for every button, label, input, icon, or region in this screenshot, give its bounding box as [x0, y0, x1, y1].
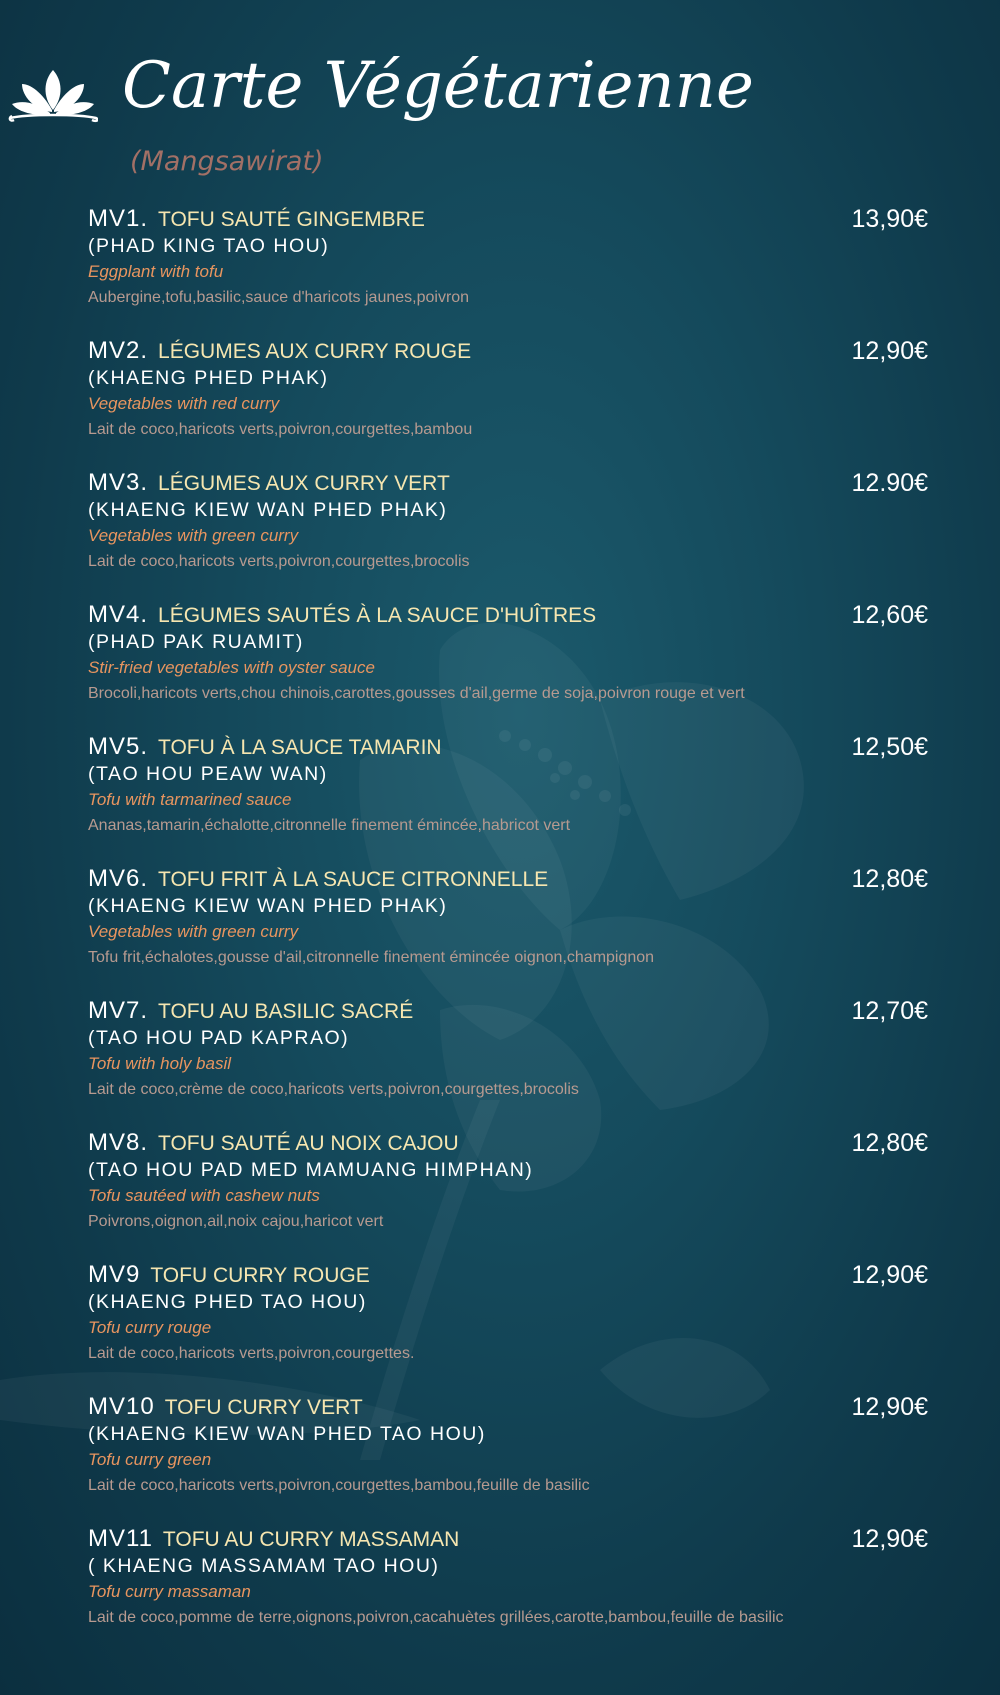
menu-item-thai-name: (PHAD PAK RUAMIT): [88, 631, 304, 653]
menu-header: [0, 0, 1000, 190]
menu-item-heading: [88, 730, 442, 764]
menu-item-price: 13,90€: [851, 205, 928, 233]
menu-item-name: TOFU CURRY VERT: [164, 1396, 363, 1419]
menu-item-code: MV1.: [88, 205, 149, 232]
menu-item: [88, 598, 928, 722]
menu-item-price: 12,70€: [851, 997, 928, 1025]
menu-item-thai-name: (KHAENG KIEW WAN PHED TAO HOU): [88, 1423, 486, 1445]
menu-item: [88, 1390, 928, 1514]
menu-item-code: MV4.: [88, 601, 149, 628]
menu-item-code: MV6.: [88, 865, 149, 892]
menu-item-english-name: Vegetables with green curry: [88, 526, 299, 545]
menu-item-heading: [88, 1258, 370, 1292]
menu-item-name: TOFU FRIT À LA SAUCE CITRONNELLE: [158, 868, 549, 891]
menu-item: [88, 1258, 928, 1382]
menu-item-heading: [88, 466, 450, 500]
menu-item-ingredients: Lait de coco,crème de coco,haricots verts,poivron,courgettes,brocolis: [88, 1081, 579, 1098]
menu-item-price: 12,50€: [851, 733, 928, 761]
menu-item: [88, 1126, 928, 1250]
menu-item-code: MV5.: [88, 733, 149, 760]
menu-item-ingredients: Poivrons,oignon,ail,noix cajou,haricot vert: [88, 1213, 384, 1230]
menu-item-english-name: Stir-fried vegetables with oyster sauce: [88, 658, 375, 677]
menu-item-ingredients: Lait de coco,haricots verts,poivron,courgettes,bambou,feuille de basilic: [88, 1477, 590, 1494]
menu-item-price: 12.90€: [851, 469, 928, 497]
menu-item-thai-name: (TAO HOU PAD KAPRAO): [88, 1027, 350, 1049]
menu-item-price: 12,90€: [851, 1393, 928, 1421]
menu-item: [88, 466, 928, 590]
menu-item-price: 12,90€: [851, 337, 928, 365]
menu-item: [88, 334, 928, 458]
menu-item-ingredients: Ananas,tamarin,échalotte,citronnelle finement émincée,habricot vert: [88, 817, 571, 834]
menu-item-english-name: Tofu curry green: [88, 1450, 212, 1469]
menu-item-english-name: Tofu curry rouge: [88, 1318, 212, 1337]
menu-item-price: 12,60€: [851, 601, 928, 629]
menu-item-english-name: Tofu curry massaman: [88, 1582, 251, 1601]
menu-item-thai-name: ( KHAENG MASSAMAM TAO HOU): [88, 1555, 440, 1577]
menu-item-code: MV8.: [88, 1129, 149, 1156]
menu-item-heading: [88, 598, 596, 632]
menu-item-ingredients: Lait de coco,haricots verts,poivron,courgettes.: [88, 1345, 415, 1362]
menu-item-english-name: Vegetables with red curry: [88, 394, 280, 413]
menu-item-price: 12,80€: [851, 1129, 928, 1157]
menu-item: [88, 862, 928, 986]
menu-item-heading: [88, 334, 471, 368]
menu-item-price: 12,80€: [851, 865, 928, 893]
menu-item-name: TOFU AU BASILIC SACRÉ: [158, 1000, 414, 1023]
menu-item-english-name: Tofu sautéed with cashew nuts: [88, 1186, 320, 1205]
menu-item-thai-name: (TAO HOU PEAW WAN): [88, 763, 328, 785]
menu-item-thai-name: (TAO HOU PAD MED MAMUANG HIMPHAN): [88, 1159, 534, 1181]
menu-item-english-name: Tofu with holy basil: [88, 1054, 232, 1073]
menu-item: [88, 202, 928, 326]
menu-item-code: MV10: [88, 1393, 155, 1420]
menu-item-heading: [88, 862, 548, 896]
menu-item-thai-name: (KHAENG PHED PHAK): [88, 367, 329, 389]
menu-item-ingredients: Tofu frit,échalotes,gousse d'ail,citronnelle finement émincée oignon,champignon: [88, 949, 655, 966]
menu-item: [88, 730, 928, 854]
page-subtitle: (Mangsawirat): [130, 146, 324, 177]
menu-item: [88, 994, 928, 1118]
menu-item-heading: [88, 202, 425, 236]
menu-item-code: MV9: [88, 1261, 141, 1288]
page-title: Carte Végétarienne: [122, 49, 754, 123]
menu-item-english-name: Eggplant with tofu: [88, 262, 224, 281]
menu-item-thai-name: (KHAENG PHED TAO HOU): [88, 1291, 367, 1313]
menu-item-heading: [88, 994, 413, 1028]
lotus-icon: [8, 66, 98, 126]
menu-item-name: TOFU SAUTÉ GINGEMBRE: [158, 208, 425, 231]
menu-item-thai-name: (PHAD KING TAO HOU): [88, 235, 330, 257]
menu-item-english-name: Vegetables with green curry: [88, 922, 299, 941]
menu-item-code: MV11: [88, 1525, 153, 1552]
menu-item-name: TOFU À LA SAUCE TAMARIN: [158, 736, 442, 759]
menu-item-code: MV3.: [88, 469, 149, 496]
menu-item-ingredients: Lait de coco,haricots verts,poivron,courgettes,brocolis: [88, 553, 470, 570]
menu-item-ingredients: Lait de coco,pomme de terre,oignons,poivron,cacahuètes grillées,carotte,bambou,feuille de basilic: [88, 1609, 784, 1626]
menu-item-ingredients: Brocoli,haricots verts,chou chinois,carottes,gousses d'ail,germe de soja,poivron rouge et vert: [88, 685, 745, 702]
menu-item-name: TOFU SAUTÉ AU NOIX CAJOU: [158, 1132, 459, 1155]
menu-item-price: 12,90€: [851, 1525, 928, 1553]
menu-item-name: LÉGUMES AUX CURRY VERT: [158, 472, 450, 495]
menu-item-ingredients: Lait de coco,haricots verts,poivron,courgettes,bambou: [88, 421, 473, 438]
menu-item-name: LÉGUMES SAUTÉS À LA SAUCE D'HUÎTRES: [158, 604, 597, 627]
menu-item-heading: [88, 1390, 363, 1424]
menu-item-price: 12,90€: [851, 1261, 928, 1289]
menu-item-name: TOFU AU CURRY MASSAMAN: [162, 1528, 460, 1551]
menu-item-name: TOFU CURRY ROUGE: [150, 1264, 370, 1287]
menu-item-heading: [88, 1522, 459, 1556]
menu-item: [88, 1522, 928, 1646]
menu-item-heading: [88, 1126, 459, 1160]
menu-item-english-name: Tofu with tarmarined sauce: [88, 790, 292, 809]
menu-item-ingredients: Aubergine,tofu,basilic,sauce d'haricots jaunes,poivron: [88, 289, 470, 306]
menu-item-name: LÉGUMES AUX CURRY ROUGE: [158, 340, 472, 363]
menu-item-code: MV7.: [88, 997, 149, 1024]
menu-item-thai-name: (KHAENG KIEW WAN PHED PHAK): [88, 895, 448, 917]
menu-item-thai-name: (KHAENG KIEW WAN PHED PHAK): [88, 499, 448, 521]
menu-item-code: MV2.: [88, 337, 149, 364]
